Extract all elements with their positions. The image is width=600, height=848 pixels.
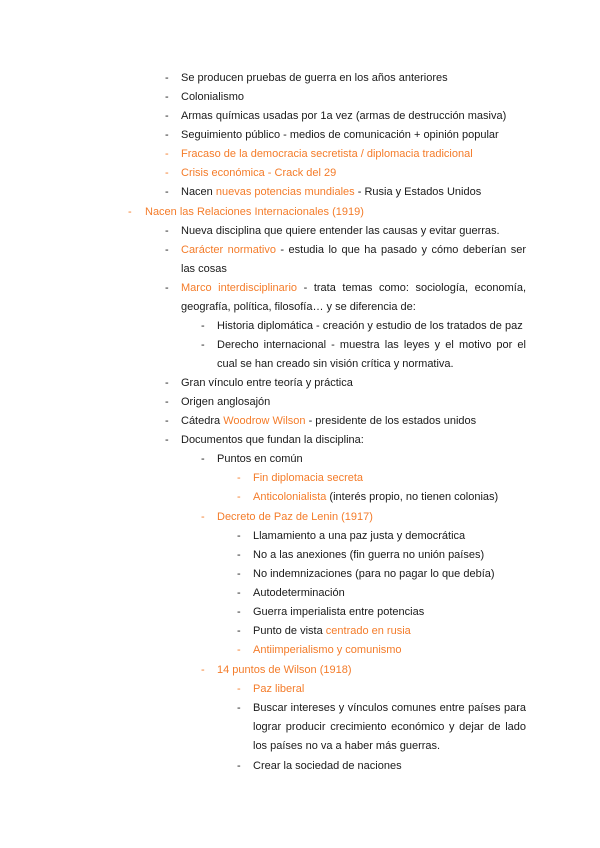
bullet-dash: - — [165, 186, 169, 198]
highlight-text: centrado en rusia — [325, 625, 411, 637]
bullet-dash: - — [165, 415, 169, 427]
list-item — [253, 624, 411, 638]
bullet-dash: - — [165, 244, 169, 256]
bullet-dash: - — [201, 511, 205, 523]
list-item-text: - trata temas como: sociología, economía, — [297, 282, 526, 294]
bullet-dash: - — [165, 148, 169, 160]
bullet-dash: - — [165, 282, 169, 294]
list-item — [181, 414, 476, 428]
list-item: Colonialismo — [181, 91, 244, 103]
list-item-text: - estudia lo que ha pasado y cómo deberían ser — [275, 244, 526, 256]
list-item-text: - presidente de los estados unidos — [305, 415, 477, 427]
list-item-text: Nacen — [181, 186, 216, 198]
bullet-dash: - — [237, 644, 241, 656]
bullet-dash: - — [237, 549, 241, 561]
list-item: Gran vínculo entre teoría y práctica — [181, 377, 353, 389]
list-item-continuation: geografía, política, filosofía… y se diferencia de: — [181, 301, 416, 313]
bullet-dash: - — [165, 110, 169, 122]
highlight-text: Marco interdisciplinario — [181, 282, 298, 294]
list-item — [181, 243, 526, 257]
section-heading: Nacen las Relaciones Internacionales (1919) — [145, 206, 364, 218]
list-item: Armas químicas usadas por 1a vez (armas de destrucción masiva) — [181, 110, 507, 122]
list-item — [181, 185, 481, 199]
list-item: Historia diplomática - creación y estudio de los tratados de paz — [217, 320, 523, 332]
highlight-text: Anticolonialista — [253, 491, 327, 503]
list-item: Llamamiento a una paz justa y democrática — [253, 530, 466, 542]
bullet-dash: - — [237, 683, 241, 695]
bullet-dash: - — [165, 91, 169, 103]
bullet-dash: - — [201, 339, 205, 351]
list-item: Derecho internacional - muestra las leyes y el motivo por el — [217, 339, 526, 351]
bullet-dash: - — [237, 606, 241, 618]
list-item: Autodeterminación — [253, 587, 345, 599]
bullet-dash: - — [128, 206, 132, 218]
highlight-text: Woodrow Wilson — [223, 415, 306, 427]
list-item-highlight: Antiimperialismo y comunismo — [253, 644, 402, 656]
bullet-dash: - — [165, 377, 169, 389]
list-item-highlight: Crisis económica - Crack del 29 — [181, 167, 337, 179]
highlight-text: Carácter normativo — [181, 244, 276, 256]
highlight-text: nuevas potencias mundiales — [215, 186, 355, 198]
bullet-dash: - — [237, 760, 241, 772]
bullet-dash: - — [201, 320, 205, 332]
bullet-dash: - — [201, 664, 205, 676]
subsection-heading: 14 puntos de Wilson (1918) — [217, 664, 352, 676]
bullet-dash: - — [165, 129, 169, 141]
list-item-highlight: Fracaso de la democracia secretista / diplomacia tradicional — [181, 148, 473, 160]
list-item: Puntos en común — [217, 453, 303, 465]
list-item-highlight: Paz liberal — [253, 683, 305, 695]
list-item: Origen anglosajón — [181, 396, 271, 408]
list-item: Buscar intereses y vínculos comunes entre países para — [253, 702, 526, 714]
list-item: No a las anexiones (fin guerra no unión países) — [253, 549, 485, 561]
list-item: No indemnizaciones (para no pagar lo que debía) — [253, 568, 495, 580]
list-item: Crear la sociedad de naciones — [253, 760, 402, 772]
subsection-heading: Decreto de Paz de Lenin (1917) — [217, 511, 373, 523]
list-item — [181, 281, 526, 295]
bullet-dash: - — [165, 434, 169, 446]
list-item-continuation: lograr producir crecimiento económico y dejar de lado — [253, 721, 526, 733]
list-item-continuation: cual se han creado sin visión crítica y normativa. — [217, 358, 454, 370]
bullet-dash: - — [237, 702, 241, 714]
list-item-continuation: las cosas — [181, 263, 227, 275]
list-item — [253, 490, 498, 504]
list-item: Se producen pruebas de guerra en los años anteriores — [181, 72, 448, 84]
list-item-text: Cátedra — [181, 415, 224, 427]
bullet-dash: - — [237, 625, 241, 637]
list-item-text: - Rusia y Estados Unidos — [354, 186, 482, 198]
list-item-highlight: Fin diplomacia secreta — [253, 472, 364, 484]
list-item-text: Punto de vista — [253, 625, 326, 637]
bullet-dash: - — [165, 396, 169, 408]
list-item: Nueva disciplina que quiere entender las causas y evitar guerras. — [181, 225, 500, 237]
bullet-dash: - — [237, 472, 241, 484]
list-item: Seguimiento público - medios de comunicación + opinión popular — [181, 129, 499, 141]
bullet-dash: - — [237, 587, 241, 599]
bullet-dash: - — [237, 530, 241, 542]
list-item-continuation: los países no va a haber más guerras. — [253, 740, 441, 752]
bullet-dash: - — [237, 491, 241, 503]
list-item: Guerra imperialista entre potencias — [253, 606, 425, 618]
list-item: Documentos que fundan la disciplina: — [181, 434, 364, 446]
list-item-text: (interés propio, no tienen colonias) — [326, 491, 499, 503]
bullet-dash: - — [237, 568, 241, 580]
bullet-dash: - — [165, 72, 169, 84]
bullet-dash: - — [201, 453, 205, 465]
bullet-dash: - — [165, 225, 169, 237]
bullet-dash: - — [165, 167, 169, 179]
